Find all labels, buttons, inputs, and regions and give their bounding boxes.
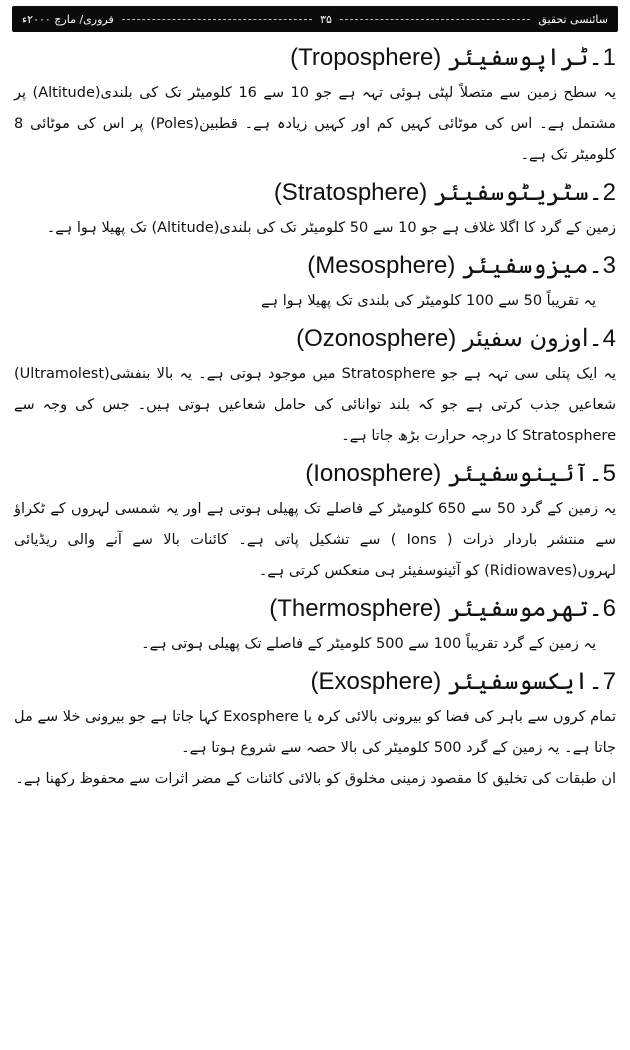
section-heading — [14, 323, 616, 355]
section-heading — [14, 666, 616, 698]
section-heading — [14, 177, 616, 209]
section-english-title: (Troposphere) — [290, 44, 442, 71]
section-heading — [14, 250, 616, 282]
section-urdu-title: ۔سٹریٹوسفیئر — [433, 179, 603, 206]
section-english-title: (Mesosphere) — [307, 252, 456, 279]
section-paragraph: تمام کروں سے باہر کی فضا کو بیرونی بالائی کرہ یا Exosphere کہا جاتا ہے جو بیرونی خلا سے مل جاتا ہے۔ یہ زمین کے گرد 500 کلومیٹر کی بالا حصہ سے شروع ہوتا ہے۔ — [14, 709, 616, 756]
section-number: 7 — [602, 668, 616, 695]
section-number: 2 — [602, 179, 616, 206]
section-paragraph: زمین کے گرد کا اگلا غلاف ہے جو 10 سے 50 کلومیٹر تک کی بلندی(Altitude) تک پھیلا ہوا ہے۔ — [46, 220, 616, 236]
issue-date: فروری/ مارچ ۲۰۰۰ء — [21, 12, 114, 26]
section-mesosphere — [14, 250, 616, 317]
section-number: 1 — [602, 44, 616, 71]
section-english-title: (Thermosphere) — [269, 595, 442, 622]
header-divider — [340, 19, 530, 20]
section-urdu-title: ۔ایکسوسفیئر — [447, 668, 603, 695]
page-number: ۳۵ — [320, 12, 332, 26]
section-thermosphere — [14, 593, 616, 660]
section-paragraph: یہ سطح زمین سے متصلاً لپٹی ہوئی تہہ ہے جو 10 سے 16 کلومیٹر تک کی بلندی(Altitude) پر مشتمل ہے۔ اس کی موٹائی کہیں کم اور کہیں زیادہ ہے۔ قطبین(Poles) پر اس کی موٹائی 8 کلومیٹر تک ہے۔ — [14, 85, 616, 163]
section-number: 6 — [602, 595, 616, 622]
section-exosphere — [14, 666, 616, 795]
journal-name: سائنسی تحقیق — [538, 12, 608, 26]
section-english-title: (Ionosphere) — [305, 460, 442, 487]
section-number: 4 — [602, 325, 616, 352]
section-ionosphere — [14, 458, 616, 587]
section-urdu-title: ۔تھرموسفیئر — [447, 595, 603, 622]
section-paragraph: یہ ایک پتلی سی تہہ ہے جو Stratosphere میں موجود ہوتی ہے۔ یہ بالا بنفشی(Ultramolest) شعاعیں جذب کرتی ہے جو کہ بلند توانائی کی حامل شعاعیں ہوتی ہیں۔ جس کی وجہ سے Stratosphere کا درجہ حرارت بڑھ جاتا ہے۔ — [14, 366, 616, 444]
section-urdu-title: ۔ٹراپوسفیئر — [447, 44, 603, 71]
running-header — [12, 6, 618, 32]
section-urdu-title: ۔آئینوسفیئر — [447, 460, 603, 487]
section-urdu-title: ۔اوزون سفیئر — [462, 325, 603, 352]
section-english-title: (Ozonosphere) — [296, 325, 457, 352]
section-heading — [14, 593, 616, 625]
section-paragraph: یہ زمین کے گرد تقریباً 100 سے 500 کلومیٹر کے فاصلے تک پھیلی ہوتی ہے۔ — [141, 636, 596, 652]
section-english-title: (Exosphere) — [310, 668, 442, 695]
section-urdu-title: ۔میزوسفیئر — [462, 252, 603, 279]
section-paragraph: یہ تقریباً 50 سے 100 کلومیٹر کی بلندی تک پھیلا ہوا ہے — [261, 293, 596, 309]
section-paragraph: یہ زمین کے گرد 50 سے 650 کلومیٹر کے فاصلے تک پھیلی ہوتی ہے اور یہ شمسی لہروں کے ٹکراؤ سے منتشر باردار ذرات ( Ions ) سے تشکیل پاتی ہے۔ کائنات بالا سے آنے والی ریڈیائی لہروں(Ridiowaves) کو آئینوسفیئر ہی منعکس کرتی ہے۔ — [14, 501, 616, 579]
section-troposphere — [14, 42, 616, 171]
section-number: 5 — [602, 460, 616, 487]
section-stratosphere — [14, 177, 616, 244]
section-heading — [14, 458, 616, 490]
section-english-title: (Stratosphere) — [273, 179, 428, 206]
section-ozonosphere — [14, 323, 616, 452]
section-number: 3 — [602, 252, 616, 279]
header-divider — [122, 19, 312, 20]
section-heading — [14, 42, 616, 74]
article-body — [14, 40, 616, 1042]
closing-paragraph: ان طبقات کی تخلیق کا مقصود زمینی مخلوق کو بالائی کائنات کے مضر اثرات سے محفوظ رکھنا ہے۔ — [15, 771, 616, 787]
